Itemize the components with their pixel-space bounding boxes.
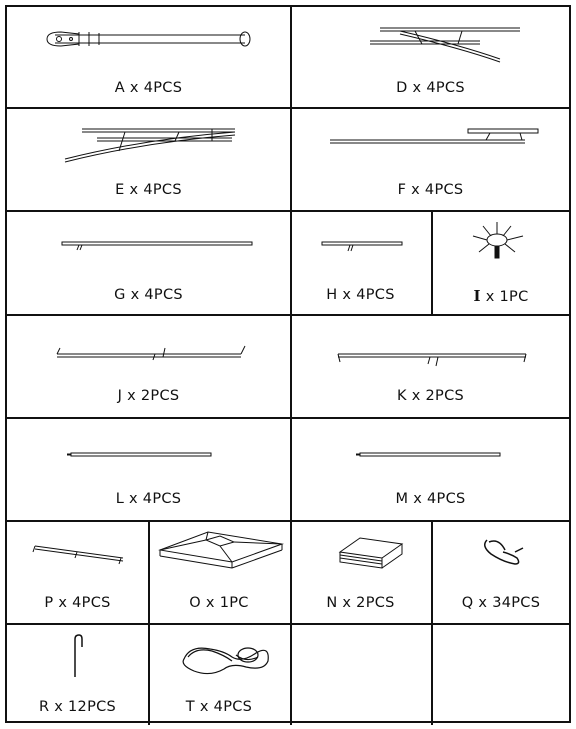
part-quantity: x 2PCS <box>127 388 180 404</box>
part-n-label <box>290 595 431 611</box>
part-quantity: x 4PCS <box>58 595 111 611</box>
part-quantity: x 4PCS <box>412 80 465 96</box>
part-quantity: x 12PCS <box>54 699 117 715</box>
part-i-label <box>431 287 571 305</box>
part-cell-n <box>290 522 431 623</box>
part-letter: E <box>115 182 125 198</box>
part-quantity: x 4PCS <box>411 182 464 198</box>
part-cell-k <box>290 316 571 417</box>
part-quantity: x 4PCS <box>129 182 182 198</box>
part-l-label <box>7 491 290 507</box>
part-letter: L <box>115 491 125 507</box>
part-letter: F <box>397 182 407 198</box>
part-letter: T <box>185 699 195 715</box>
part-r-label <box>7 699 148 715</box>
part-cell-q <box>431 522 571 623</box>
part-cell-o <box>148 522 290 623</box>
part-quantity: x 4PCS <box>413 491 466 507</box>
part-cell-h <box>290 212 431 314</box>
part-cell-g <box>7 212 290 314</box>
part-letter: O <box>189 595 201 611</box>
part-t-label <box>148 699 290 715</box>
part-letter: K <box>396 388 407 404</box>
part-j-label <box>7 388 290 404</box>
part-cell-a <box>7 7 290 107</box>
part-cell-r <box>7 625 148 723</box>
part-cell-j <box>7 316 290 417</box>
part-quantity: x 4PCS <box>130 287 183 303</box>
part-quantity: x 1PC <box>485 289 529 305</box>
part-a-label <box>7 80 290 96</box>
part-g-label <box>7 287 290 303</box>
part-p-label <box>7 595 148 611</box>
part-letter: R <box>38 699 50 715</box>
part-letter: P <box>44 595 54 611</box>
part-letter: N <box>326 595 338 611</box>
part-cell-f <box>290 109 571 210</box>
part-letter: I <box>473 287 481 305</box>
part-cell-t <box>148 625 290 723</box>
part-cell-e <box>7 109 290 210</box>
part-letter: H <box>326 287 338 303</box>
part-cell-p <box>7 522 148 623</box>
part-quantity: x 1PC <box>205 595 249 611</box>
part-m-label <box>290 491 571 507</box>
part-h-label <box>290 287 431 303</box>
part-letter: A <box>114 80 125 96</box>
part-letter: Q <box>461 595 474 611</box>
part-cell-m <box>290 419 571 520</box>
part-letter: G <box>114 287 126 303</box>
part-cell-i <box>431 212 571 314</box>
part-letter: D <box>396 80 408 96</box>
part-quantity: x 34PCS <box>478 595 541 611</box>
part-k-label <box>290 388 571 404</box>
part-quantity: x 4PCS <box>199 699 253 715</box>
part-quantity: x 2PCS <box>411 388 465 404</box>
part-cell-d <box>290 7 571 107</box>
part-f-label <box>290 182 571 198</box>
part-cell-l <box>7 419 290 520</box>
part-quantity: x 4PCS <box>129 491 182 507</box>
part-letter: M <box>395 491 409 507</box>
part-letter: J <box>117 388 123 404</box>
part-o-label <box>148 595 290 611</box>
part-e-label <box>7 182 290 198</box>
part-quantity: x 2PCS <box>342 595 395 611</box>
part-d-label <box>290 80 571 96</box>
part-quantity: x 4PCS <box>342 287 395 303</box>
part-quantity: x 4PCS <box>129 80 183 96</box>
part-q-label <box>431 595 571 611</box>
